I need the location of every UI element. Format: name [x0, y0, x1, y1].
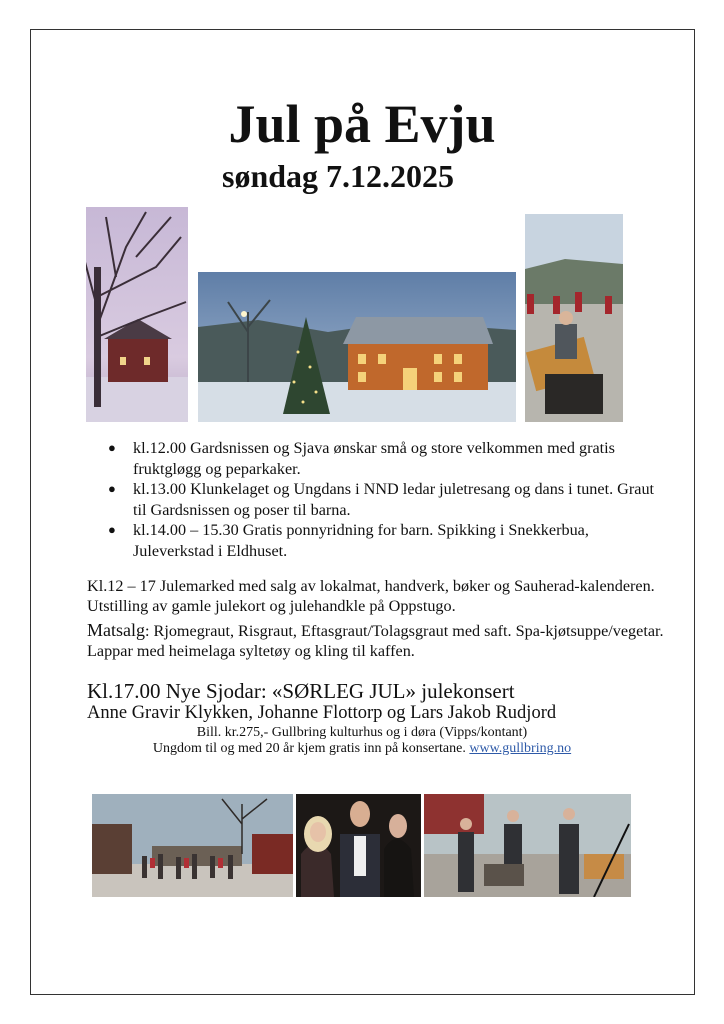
photo-tree-house	[86, 207, 188, 422]
youth-info: Ungdom til og med 20 år kjem gratis inn på konsertane. www.gullbring.no	[152, 741, 572, 756]
food-text: : Rjomegraut, Risgraut, Eftasgraut/Tolagsgraut med saft. Spa-kjøtsuppe/vegetar. Lappar med heimelaga syltetøy og kling til kaffen.	[87, 622, 664, 660]
program-list	[108, 438, 668, 561]
photo-sleigh-ride	[525, 214, 623, 422]
photo-farmhouse-christmas-tree	[198, 272, 516, 422]
program-item: ● kl.14.00 – 15.30 Gratis ponnyridning for barn. Spikking i Snekkerbua, Juleverkstad i Eldhuset.	[108, 521, 589, 560]
food-label: Matsalg	[87, 620, 145, 640]
program-item: ● kl.12.00 Gardsnissen og Sjava ønskar små og store velkommen med gratis fruktgløgg og peparkaker.	[108, 439, 615, 478]
market-info: Kl.12 – 17 Julemarked med salg av lokalmat, handverk, bøker og Sauherad-kalenderen. Utstilling av gamle julekort og julehandkle på Oppstugo.	[87, 577, 655, 615]
event-date: søndag 7.12.2025	[222, 158, 455, 194]
ticket-info: Bill. kr.275,- Gullbring kulturhus og i døra (Vipps/kontant)	[196, 725, 528, 740]
concert-heading: Kl.17.00 Nye Sjodar: «SØRLEG JUL» julekonsert	[87, 679, 515, 703]
program-item: ● kl.13.00 Klunkelaget og Ungdans i NND ledar juletresang og dans i tunet. Graut til Gardsnissen og poser til barna.	[108, 480, 655, 519]
food-info	[87, 620, 667, 661]
photo-market-visitors	[424, 794, 631, 897]
photo-musicians	[296, 794, 421, 897]
photo-dance-in-yard	[92, 794, 293, 897]
page-title: Jul på Evju	[228, 94, 496, 154]
concert-artists: Anne Gravir Klykken, Johanne Flottorp og Lars Jakob Rudjord	[87, 703, 557, 723]
gullbring-link[interactable]: www.gullbring.no	[469, 741, 572, 756]
